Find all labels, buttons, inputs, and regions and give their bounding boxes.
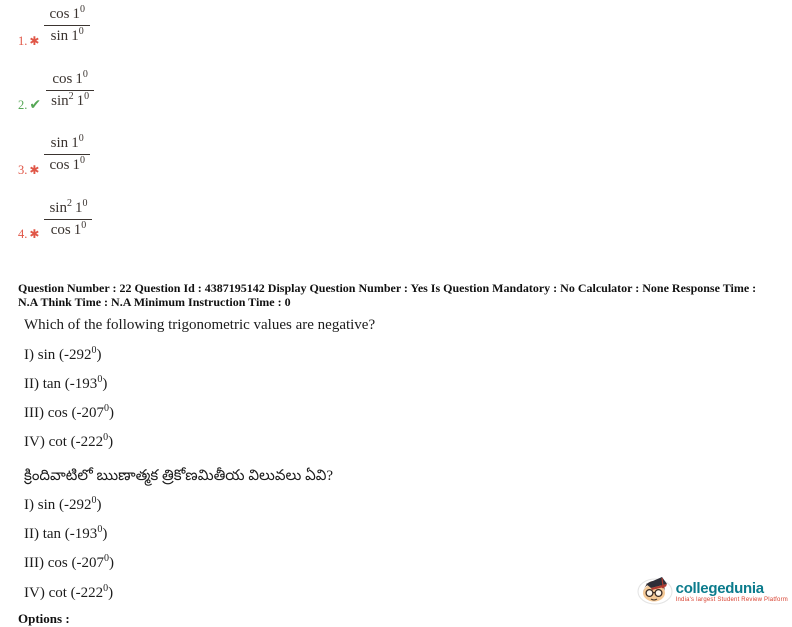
question-metadata-line2: N.A Think Time : N.A Minimum Instruction Time : 0 bbox=[18, 295, 291, 310]
fraction-denominator: $\cos 1^0$ bbox=[49, 155, 85, 174]
fraction-denominator: $\sin 1^0$ bbox=[50, 26, 84, 45]
answer-number-label: 2. bbox=[18, 98, 28, 112]
answer-fraction-2 bbox=[46, 68, 94, 111]
fraction-numerator: $\cos 1^0$ bbox=[44, 6, 90, 26]
answer-options-section bbox=[18, 6, 782, 239]
question-item-3: III) $\cos (-207^0)$ bbox=[24, 403, 114, 422]
answer-fraction-1 bbox=[44, 6, 90, 46]
logo-tagline: India's largest Student Review Platform bbox=[675, 597, 788, 603]
collegedunia-mascot-icon bbox=[637, 574, 673, 610]
answer-number-4 bbox=[18, 227, 39, 242]
answer-number-label: 4. bbox=[18, 227, 28, 241]
question-item-1: I) $\sin (-292^0)$ bbox=[24, 344, 102, 363]
fraction-numerator: $\sin^2 1^0$ bbox=[44, 200, 92, 220]
question-item-2-te: II) $\tan (-193^0)$ bbox=[24, 524, 108, 543]
answer-number-label: 3. bbox=[18, 162, 28, 177]
question-item-4-te: IV) $\cot (-222^0)$ bbox=[24, 582, 114, 601]
answer-option-3 bbox=[18, 135, 782, 175]
question-text-english: Which of the following trigonometric values are negative? bbox=[24, 317, 376, 334]
options-label: Options : bbox=[18, 610, 70, 626]
wrong-mark-icon: ✱ bbox=[29, 227, 40, 241]
question-metadata-line1: Question Number : 22 Question Id : 4387195142 Display Question Number : Yes Is Question Mandatory : No Calculator : None Response Time : bbox=[18, 281, 757, 295]
fraction-denominator: $\sin^2 1^0$ bbox=[51, 90, 90, 109]
question-text-telugu: క్రిందివాటిలో ఋణాత్మక త్రికోణమితీయ విలువలు ఏవి? bbox=[24, 467, 334, 484]
question-item-3-te: III) $\cos (-207^0)$ bbox=[24, 553, 114, 572]
question-item-1-te: I) $\sin (-292^0)$ bbox=[24, 494, 102, 513]
correct-mark-icon: ✔ bbox=[29, 97, 42, 113]
fraction-denominator: $\cos 1^0$ bbox=[50, 219, 87, 238]
answer-number-label: 1. bbox=[18, 33, 28, 48]
fraction-numerator: $\sin 1^0$ bbox=[44, 135, 90, 155]
answer-number-1 bbox=[18, 34, 39, 49]
answer-number-2 bbox=[18, 97, 41, 113]
answer-number-3 bbox=[18, 163, 39, 178]
question-item-2: II) $\tan (-193^0)$ bbox=[24, 373, 108, 392]
fraction-numerator: $\cos 1^0$ bbox=[46, 71, 94, 91]
logo-text bbox=[676, 581, 788, 603]
answer-option-4 bbox=[18, 197, 782, 241]
wrong-mark-icon: ✱ bbox=[29, 33, 40, 48]
answer-fraction-3 bbox=[44, 135, 90, 175]
question-metadata bbox=[18, 281, 782, 309]
answer-option-2 bbox=[18, 68, 782, 113]
question-items-english bbox=[18, 344, 782, 452]
collegedunia-logo[interactable] bbox=[637, 574, 788, 610]
logo-wordmark: collegedunia bbox=[675, 580, 764, 597]
wrong-mark-icon: ✱ bbox=[29, 162, 40, 177]
answer-fraction-4 bbox=[44, 197, 92, 240]
question-item-4: IV) $\cot (-222^0)$ bbox=[24, 432, 114, 451]
answer-option-1 bbox=[18, 6, 782, 46]
